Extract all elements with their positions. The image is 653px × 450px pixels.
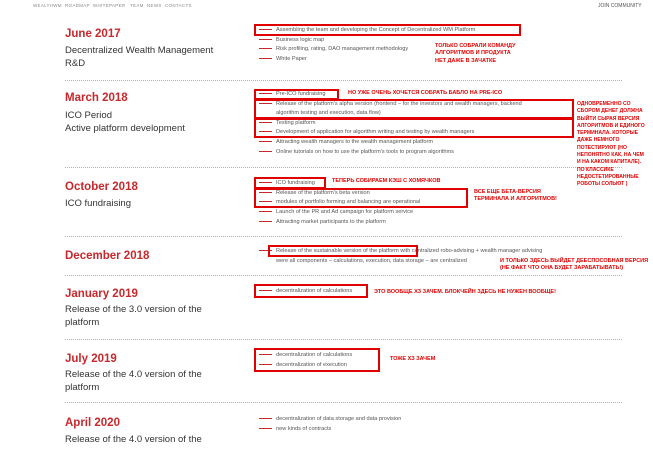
annotation-comment: ТЕПЕРЬ СОБИРАЕМ КЭШ С ХОМЯЧКОВ (332, 178, 441, 184)
stage-date: December 2018 (65, 250, 150, 262)
stage-date: July 2019 (65, 353, 117, 365)
roadmap-item: Risk profiling, rating, DAO management methodology (259, 46, 408, 52)
annotation-comment: ВСЕ ЕЩЕ БЕТА-ВЕРСИЯ ТЕРМИНАЛА И АЛГОРИТМОВ! (474, 189, 557, 203)
top-nav (0, 0, 653, 14)
stage-description: ICO Period Active platform development (65, 110, 185, 134)
nav-item-team[interactable]: TEAM (130, 3, 144, 8)
roadmap-item: Release of the platform's beta version (259, 190, 370, 196)
nav-item-wealthwm[interactable]: WEALTHWM (33, 3, 62, 8)
highlight-box (254, 188, 468, 208)
stage-date: January 2019 (65, 288, 138, 300)
annotation-comment: И ТОЛЬКО ЗДЕСЬ ВЫЙДЕТ ДЕЕСПОСОБНАЯ ВЕРСИЯ (НЕ ФАКТ ЧТО ОНА БУДЕТ ЗАРАБАТЫВАТЬ!) (500, 258, 649, 272)
highlight-box (268, 245, 418, 257)
stage-date: June 2017 (65, 28, 121, 40)
highlight-box (254, 24, 521, 36)
roadmap-item: Release of the sustainable version of the platform with centralized robo-advising + wealth manager advising (259, 248, 542, 254)
roadmap-item: Attracting wealth managers to the wealth management platform (259, 139, 433, 145)
dash-icon (259, 141, 272, 142)
dash-icon (259, 39, 272, 40)
dash-icon (259, 58, 272, 59)
stage-separator (65, 275, 622, 276)
roadmap-item: decentralization of data storage and data provision (259, 416, 401, 422)
roadmap-item: were all components – calculations, execution, data storage – are centralized (276, 258, 467, 264)
annotation-comment: ЭТО ВООБЩЕ ХЗ ЗАЧЕМ. БЛОКЧЕЙН ЗДЕСЬ НЕ НУЖЕН ВООБЩЕ! (374, 289, 556, 295)
stage-description: ICO fundraising (65, 198, 132, 209)
highlight-box (254, 99, 574, 119)
stage-separator (65, 80, 622, 81)
stage-date: April 2020 (65, 417, 120, 429)
dash-icon (259, 221, 272, 222)
roadmap-item: new kinds of contracts (259, 426, 331, 432)
highlight-box (254, 284, 368, 298)
stage-description: Release of the 3.0 version of the platform (65, 304, 202, 328)
dash-icon (259, 211, 272, 212)
roadmap-item: decentralization of calculations (259, 288, 352, 294)
nav-item-roadmap[interactable]: ROADMAP (65, 3, 90, 8)
nav-item-news[interactable]: NEWS (147, 3, 162, 8)
roadmap-item: Testing platform (259, 120, 315, 126)
highlight-box (254, 118, 574, 138)
annotation-comment: ТОЛЬКО СОБРАЛИ КОМАНДУ АЛГОРИТМОВ И ПРОДУКТА НЕТ ДАЖЕ В ЗАЧАТКЕ (435, 43, 516, 64)
roadmap-item: decentralization of calculations (259, 352, 352, 358)
stage-separator (65, 236, 622, 237)
stage-description: Release of the 4.0 version of the platform (65, 369, 202, 393)
roadmap-item: Assembling the team and developing the Concept of Decentralized WM Platform (259, 27, 475, 33)
stage-date: March 2018 (65, 92, 128, 104)
join-community-link[interactable]: JOIN COMMUNITY (598, 3, 642, 9)
stage-separator (65, 402, 622, 403)
stage-separator (65, 167, 622, 168)
roadmap-item: decentralization of execution (259, 362, 347, 368)
highlight-box (254, 348, 380, 372)
stage-description: Decentralized Wealth Management R&D (65, 45, 214, 69)
roadmap-item: Release of the platform's alpha version (frontend – for the investors and wealth managers, backend (259, 101, 522, 107)
roadmap-item: Pre-ICO fundraising (259, 91, 325, 97)
roadmap-item: ICO fundraising (259, 180, 315, 186)
roadmap-item: Development of application for algorithm writing and testing by wealth managers (259, 129, 474, 135)
roadmap-item: Online tutorials on how to use the platform's tools to program algorithms (259, 149, 454, 155)
roadmap-item: Business logic map (259, 37, 324, 43)
roadmap-item: White Paper (259, 56, 307, 62)
nav-item-contacts[interactable]: CONTACTS (165, 3, 192, 8)
stage-description: Release of the 4.0 version of the (65, 434, 202, 445)
dash-icon (259, 151, 272, 152)
annotation-comment: ОДНОВРЕМЕННО СО СБОРОМ ДЕНЕГ ДОЛЖНА ВЫЙТИ СЫРАЯ ВЕРСИЯ АЛГОРИТМОВ И ЕДИНОГО ТЕРМИНАЛА. КОТОРЫЕ ДАЖЕ НЕМНОГО ПОТЕСТИРУЮТ (НО НЕПОНЯТНО КАК, НА ЧЕМ И НА КАКОМ КАПИТАЛЕ). ПО КЛАССИКЕ НЕДОСТЕТИРОВАННЫЕ РОБОТЫ СОЛЬЮТ ) (577, 101, 645, 188)
roadmap-item: modules of portfolio forming and balancing are operational (259, 199, 420, 205)
stage-separator (65, 339, 622, 340)
annotation-comment: НО УЖЕ ОЧЕНЬ ХОЧЕТСЯ СОБРАТЬ БАБЛО НА PRE-ICO (348, 90, 503, 96)
roadmap-item: Launch of the PR and Ad campaign for platform service (259, 209, 413, 215)
annotation-comment: ТОЖЕ ХЗ ЗАЧЕМ (390, 356, 436, 362)
dash-icon (259, 418, 272, 419)
roadmap-item: algorithm testing and execution, data flow) (276, 110, 381, 116)
dash-icon (259, 48, 272, 49)
dash-icon (259, 428, 272, 429)
nav-item-whitepaper[interactable]: WHITEPAPER (93, 3, 126, 8)
roadmap-item: Attracting market participants to the platform (259, 219, 386, 225)
stage-date: October 2018 (65, 181, 138, 193)
